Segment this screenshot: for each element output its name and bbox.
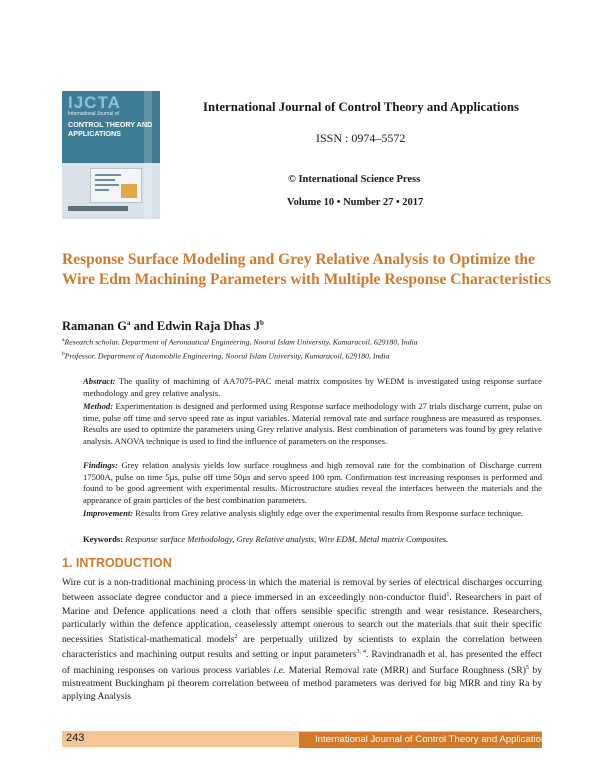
keywords: Keywords: Response surface Methodology, Grey Relative analysis, Wire EDM, Metal matrix Composites. [83, 534, 449, 544]
journal-title: International Journal of Control Theory and Applications [203, 100, 519, 114]
journal-cover-image [62, 91, 160, 219]
abstract-paragraph: Abstract: The quality of machining of AA7075-PAC metal matrix composites by WEDM is investigated using response surface methodology and grey relative analysis. [83, 376, 542, 398]
introduction-paragraph: Wire cut is a non-traditional machining process in which the material is removal by series of electrical discharges occurring between associate degree conductor and a piece immersed in an exceedingly non-conductor fluid$^1$. Researchers in part of Marine and Defence applications need a cloth that offers sensible specific strength and wear resistance. Researchers, particularly within the defence application, ceaselessly attempt onerous to search out the materials that suit their specific necessities Statistical-mathematical models$^2$ are perpetually utilized by scientists to explain the correlation between characteristics and machining output results and setting or input parameters$^{3, 4}$. Ravindranadh et al. has presented the effect of machining responses on various process variables i.e. Material Removal rate (MRR) and Surface Roughness (SR)$^5$ by mistreatment Buckingham pi theorem correlation between of method parameters was derived for big MRR and tiny Ra by applying Analysis [62, 577, 543, 703]
authors: Ramanan $G^a$ and Edwin Raja Dhas $J^b$ [62, 319, 264, 334]
page-number: 243 [66, 732, 85, 744]
method-paragraph: Method: Experimentation is designed and performed using Response surface methodology with 27 trials discharge current, pulse on time, pulse off time and servo speed rate as input variables. Material removal rate and surface roughness are measured as responses. Results are used to optimize the parameters using Grey relative analysis. Best combination of parameters was found by grey relative analysis. ANOVA technique is used to find the influence of parameters on the responses. [83, 401, 542, 446]
publisher-copyright: © International Science Press [288, 174, 421, 185]
issn: ISSN : 0974–5572 [316, 131, 406, 145]
paper-title: Response Surface Modeling and Grey Relative Analysis to Optimize the Wire Edm Machining Parameters with Multiple Response Characteristics [62, 251, 551, 288]
cover-publisher-logo [68, 206, 128, 211]
author-1: Ramanan G [62, 319, 127, 334]
author-2: and Edwin Raja Dhas J [130, 319, 261, 334]
footer-journal-name: International Journal of Control Theory and Applications [315, 734, 552, 745]
affiliation-a: $^a$Research scholar, Department of Aeronautical Engineering, Noorul Islam University, Kumaracoil, 629180, India [62, 337, 418, 347]
affiliation-b: $^b$Professor, Department of Automobile Engineering, Noorul Islam University, Kumaracoil, 629180, India [62, 351, 390, 361]
cover-title: CONTROL THEORY AND APPLICATIONS [68, 120, 153, 138]
cover-illustration [90, 168, 142, 203]
cover-acronym: IJCTA [68, 93, 121, 112]
improvement-paragraph: Improvement: Results from Grey relative analysis slightly edge over the experimental results from Response surface technique. [83, 508, 524, 518]
findings-paragraph: Findings: Grey relation analysis yields low surface roughness and high removal rate for the combination of Discharge current 17500A, pulse on time 5µs, pulse off time 50µs and servo speed 100 rpm. Confirmation test increasing responses is performed and found to be good agreement with experimental results. Microstructure studies reveal the interfaces between the materials and the appearance of grain particles of the best combination parameters. [83, 460, 542, 505]
section-heading-introduction: 1. INTRODUCTION [62, 556, 172, 570]
volume-info: Volume 10 • Number 27 • 2017 [287, 197, 424, 208]
cover-intl-label: International Journal of [68, 111, 119, 117]
